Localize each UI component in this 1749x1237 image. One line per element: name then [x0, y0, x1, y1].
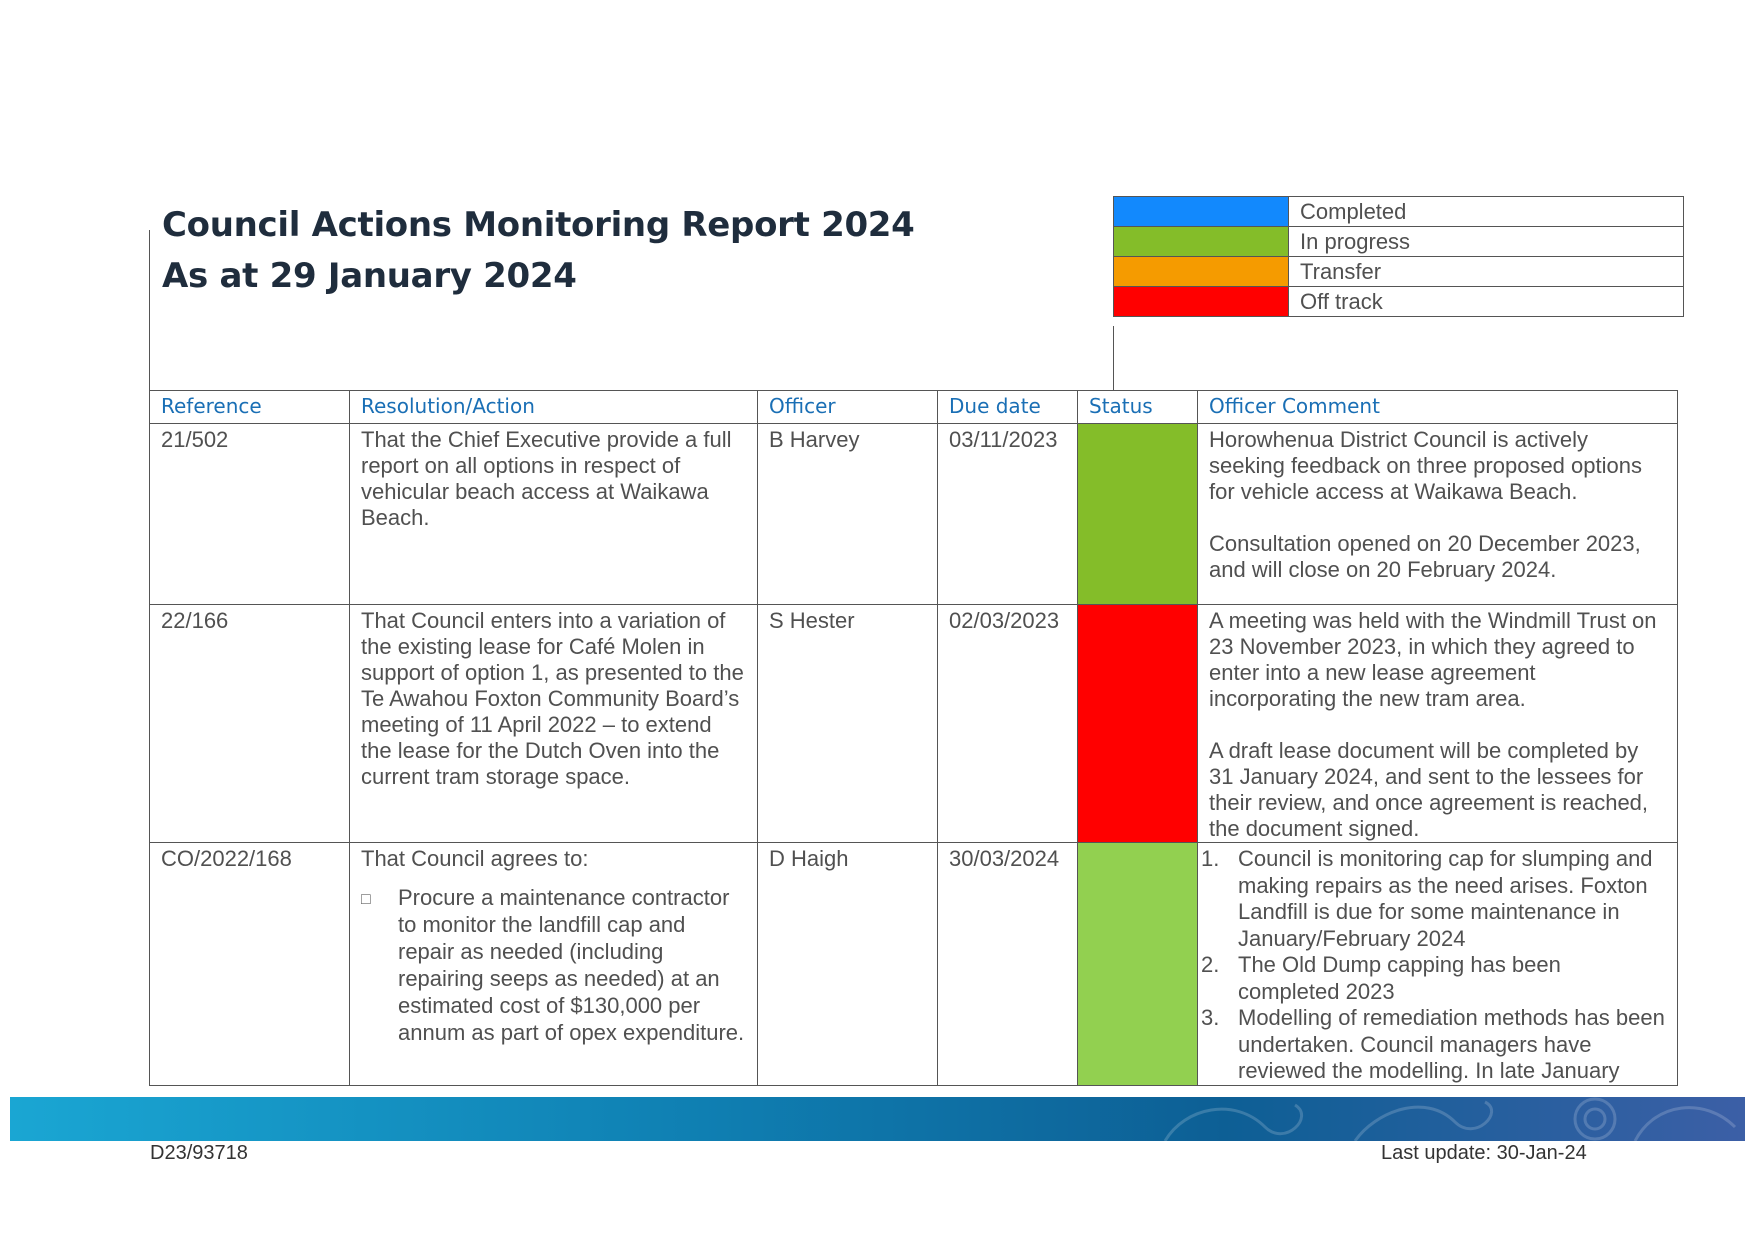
comment-paragraph: A draft lease document will be completed by 31 January 2024, and sent to the lessees for their review, and once agreement is reached, the document signed.	[1209, 738, 1649, 841]
list-text: Council is monitoring cap for slumping and making repairs as the need arises. Foxton Landfill is due for some maintenance in January/February 2024	[1238, 846, 1653, 951]
table-header-row	[150, 391, 1678, 424]
legend-label-completed: Completed	[1289, 197, 1684, 227]
cell-comment	[1198, 424, 1678, 605]
comment-paragraph: A meeting was held with the Windmill Trust on 23 November 2023, in which they agreed to enter into a new lease agreement incorporating the new tram area.	[1209, 608, 1657, 711]
list-number: 1.	[1201, 846, 1220, 871]
last-update: Last update: 30-Jan-24	[1381, 1142, 1587, 1164]
legend-row-off-track	[1114, 287, 1684, 317]
legend-row-in-progress	[1114, 227, 1684, 257]
cell-comment	[1198, 605, 1678, 843]
checkbox-bullet-icon: □	[361, 891, 371, 908]
cell-action: That Council enters into a variation of the existing lease for Café Molen in support of option 1, as presented to the Te Awahou Foxton Community Board’s meeting of 11 April 2022 – to extend the lease for the Dutch Oven into the current tram storage space.	[350, 605, 758, 843]
action-intro: That Council agrees to:	[361, 846, 589, 871]
status-legend	[1113, 196, 1684, 317]
cell-reference: 21/502	[150, 424, 350, 605]
title-left-rule	[149, 230, 150, 391]
table-row	[150, 424, 1678, 605]
column-header-reference: Reference	[150, 391, 350, 424]
list-item	[1201, 1005, 1667, 1085]
title-line-2: As at 29 January 2024	[162, 256, 577, 296]
cell-comment	[1198, 843, 1678, 1086]
legend-label-transfer: Transfer	[1289, 257, 1684, 287]
comment-numbered-list	[1201, 846, 1667, 1085]
legend-label-in-progress: In progress	[1289, 227, 1684, 257]
cell-officer: B Harvey	[758, 424, 938, 605]
action-bullet-item	[361, 884, 747, 1046]
column-header-officer: Officer	[758, 391, 938, 424]
column-header-status: Status	[1078, 391, 1198, 424]
legend-swatch-transfer	[1114, 257, 1289, 287]
status-cell	[1078, 605, 1198, 843]
action-bullet-text: Procure a maintenance contractor to monitor the landfill cap and repair as needed (including repairing seeps as needed) at an estimated cost of $130,000 per annum as part of opex expenditure.	[398, 885, 745, 1045]
legend-label-off-track: Off track	[1289, 287, 1684, 317]
legend-swatch-completed	[1114, 197, 1289, 227]
legend-row-completed	[1114, 197, 1684, 227]
comment-paragraph: Consultation opened on 20 December 2023, and will close on 20 February 2024.	[1209, 531, 1641, 582]
actions-table	[149, 390, 1678, 1086]
list-item	[1201, 846, 1667, 952]
legend-swatch-in-progress	[1114, 227, 1289, 257]
cell-officer: D Haigh	[758, 843, 938, 1086]
cell-action	[350, 843, 758, 1086]
cell-reference: 22/166	[150, 605, 350, 843]
legend-row-transfer	[1114, 257, 1684, 287]
list-number: 2.	[1201, 952, 1220, 977]
status-cell	[1078, 424, 1198, 605]
footer-decorative-band	[10, 1097, 1745, 1141]
document-id: D23/93718	[150, 1142, 248, 1164]
legend-connector-rule	[1113, 326, 1114, 390]
column-header-action: Resolution/Action	[350, 391, 758, 424]
cell-due-date: 30/03/2024	[938, 843, 1078, 1086]
cell-due-date: 02/03/2023	[938, 605, 1078, 843]
column-header-due-date: Due date	[938, 391, 1078, 424]
cell-officer: S Hester	[758, 605, 938, 843]
cell-reference: CO/2022/168	[150, 843, 350, 1086]
status-cell	[1078, 843, 1198, 1086]
cell-due-date: 03/11/2023	[938, 424, 1078, 605]
column-header-comment: Officer Comment	[1198, 391, 1678, 424]
list-item	[1201, 952, 1667, 1005]
table-row	[150, 843, 1678, 1086]
cell-action: That the Chief Executive provide a full report on all options in respect of vehicular beach access at Waikawa Beach.	[350, 424, 758, 605]
title-line-1: Council Actions Monitoring Report 2024	[162, 205, 915, 245]
report-title	[162, 200, 915, 302]
list-text: The Old Dump capping has been completed 2023	[1238, 952, 1561, 1004]
koru-pattern-icon	[1125, 1097, 1745, 1141]
comment-paragraph: Horowhenua District Council is actively seeking feedback on three proposed options for vehicle access at Waikawa Beach.	[1209, 427, 1642, 504]
table-row	[150, 605, 1678, 843]
legend-swatch-off-track	[1114, 287, 1289, 317]
list-number: 3.	[1201, 1005, 1220, 1030]
list-text: Modelling of remediation methods has been undertaken. Council managers have reviewed the modelling. In late January	[1238, 1005, 1665, 1083]
